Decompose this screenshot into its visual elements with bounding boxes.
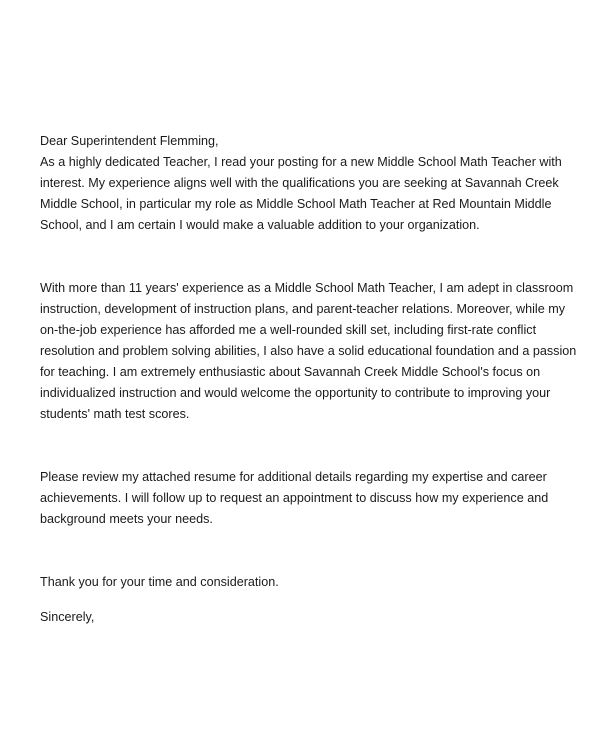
- paragraph-line: resolution and problem solving abilities, I also have a solid educational foundation and a passion: [40, 344, 577, 358]
- paragraph-line: background meets your needs.: [40, 512, 213, 526]
- paragraph-line: As a highly dedicated Teacher, I read your posting for a new Middle School Math Teacher with: [40, 155, 562, 169]
- paragraph-line: interest. My experience aligns well with the qualifications you are seeking at Savannah Creek: [40, 176, 559, 190]
- paragraph-spacer: [40, 425, 570, 467]
- paragraph-line: instruction, development of instruction plans, and parent-teacher relations. Moreover, while my: [40, 302, 566, 316]
- cover-letter: [40, 131, 577, 628]
- paragraph-spacer: [40, 236, 570, 278]
- signoff-line: Sincerely,: [40, 610, 95, 624]
- salutation: [40, 131, 570, 152]
- paragraph-line: With more than 11 years' experience as a Middle School Math Teacher, I am adept in classroom: [40, 281, 574, 295]
- paragraph-spacer: [40, 530, 570, 572]
- paragraph-followup: [40, 467, 570, 530]
- paragraph-line: Middle School, in particular my role as Middle School Math Teacher at Red Mountain Middle: [40, 197, 552, 211]
- paragraph-intro: [40, 152, 570, 236]
- paragraph-line: Please review my attached resume for additional details regarding my expertise and career: [40, 470, 547, 484]
- paragraph-line: individualized instruction and would welcome the opportunity to contribute to improving your: [40, 386, 551, 400]
- paragraph-line: achievements. I will follow up to request an appointment to discuss how my experience and: [40, 491, 549, 505]
- paragraph-spacer: [40, 593, 570, 607]
- paragraph-line: on-the-job experience has afforded me a well-rounded skill set, including first-rate conflict: [40, 323, 537, 337]
- salutation-line: Dear Superintendent Flemming,: [40, 134, 219, 148]
- thanks-paragraph: [40, 572, 570, 593]
- paragraph-line: students' math test scores.: [40, 407, 190, 421]
- paragraph-line: for teaching. I am extremely enthusiastic about Savannah Creek Middle School's focus on: [40, 365, 541, 379]
- signoff: [40, 607, 570, 628]
- thanks-line: Thank you for your time and consideration.: [40, 575, 279, 589]
- paragraph-experience: [40, 278, 577, 425]
- paragraph-line: School, and I am certain I would make a valuable addition to your organization.: [40, 218, 480, 232]
